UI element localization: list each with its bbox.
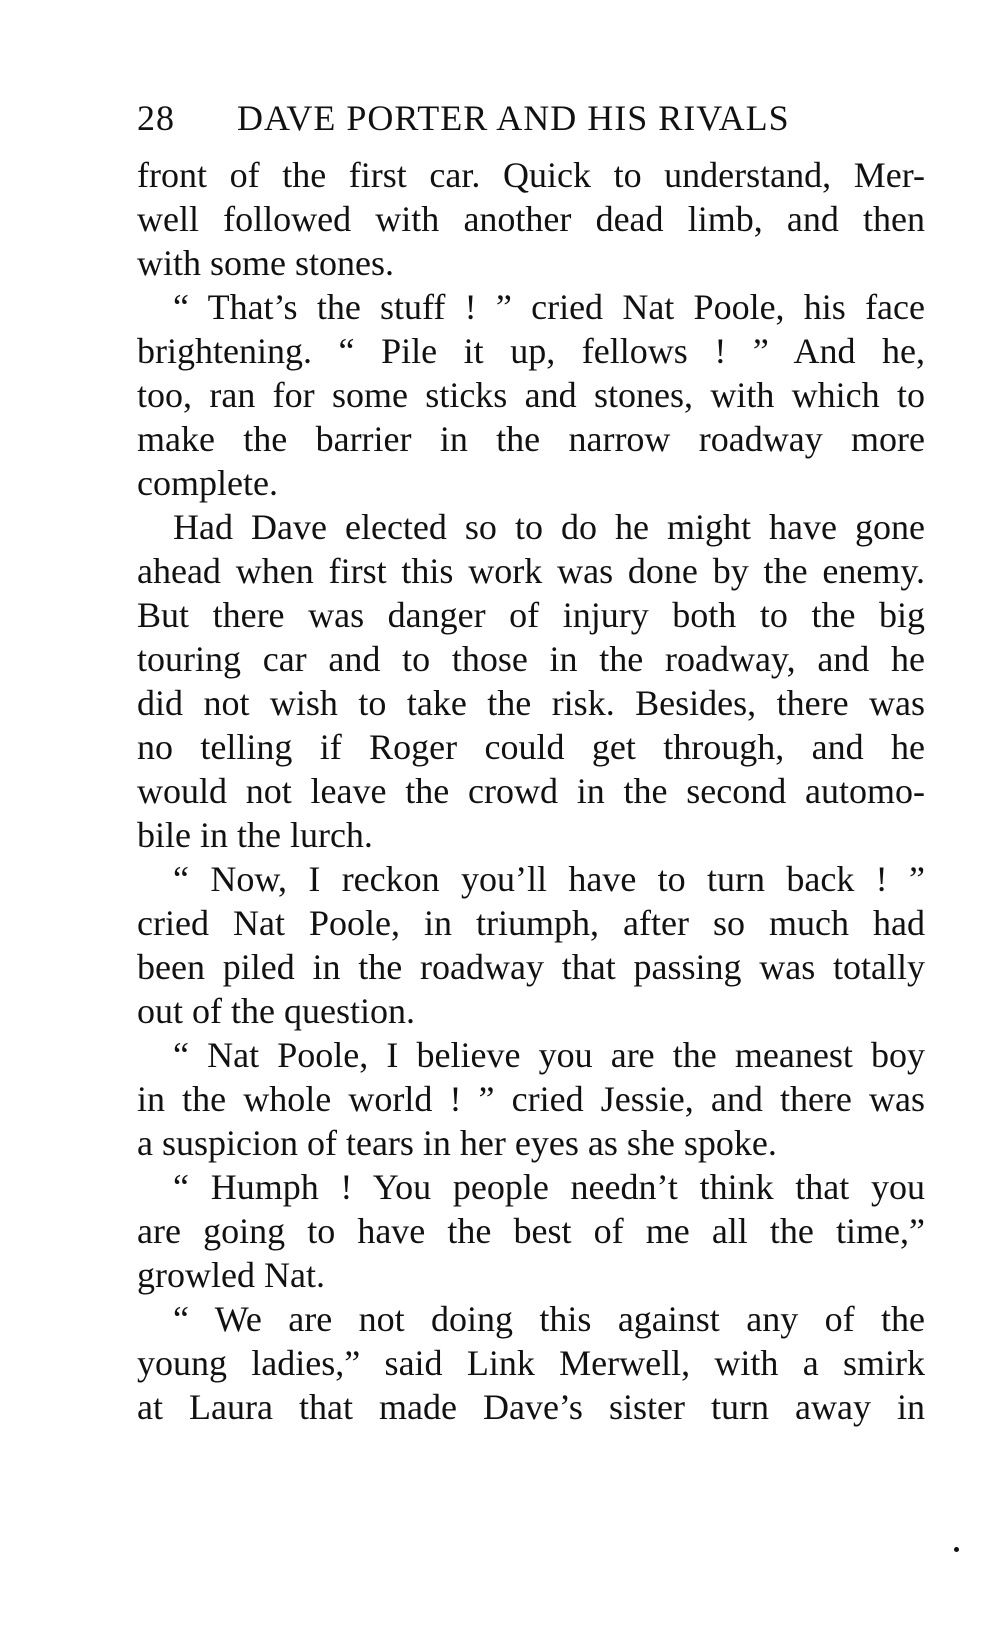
paragraph-start-line: “ Now, I reckon you’ll have to turn back ! ”	[173, 859, 925, 899]
paragraph-start-line: “ Nat Poole, I believe you are the meanest boy	[173, 1035, 925, 1075]
text-line: growled Nat.	[137, 1255, 325, 1295]
text-line: did not wish to take the risk. Besides, there was	[137, 683, 925, 723]
body-text	[137, 153, 925, 1429]
text-line: a suspicion of tears in her eyes as she spoke.	[137, 1123, 777, 1163]
text-line: front of the first car. Quick to understand, Mer-	[137, 155, 925, 195]
text-line: touring car and to those in the roadway, and he	[137, 639, 925, 679]
text-line: brightening. “ Pile it up, fellows ! ” And he,	[137, 331, 925, 371]
text-line: at Laura that made Dave’s sister turn away in	[137, 1387, 925, 1427]
text-line: too, ran for some sticks and stones, with which to	[137, 375, 925, 415]
paragraph-start-line: “ That’s the stuff ! ” cried Nat Poole, his face	[173, 287, 925, 327]
text-line: in the whole world ! ” cried Jessie, and there was	[137, 1079, 925, 1119]
ink-speck	[954, 1547, 959, 1552]
text-line: ahead when first this work was done by the enemy.	[137, 551, 925, 591]
text-line: bile in the lurch.	[137, 815, 373, 855]
running-title: DAVE PORTER AND HIS RIVALS	[237, 98, 790, 138]
text-line: out of the question.	[137, 991, 415, 1031]
text-line: no telling if Roger could get through, and he	[137, 727, 925, 767]
text-line: make the barrier in the narrow roadway more	[137, 419, 925, 459]
text-line: been piled in the roadway that passing was totally	[137, 947, 925, 987]
text-line: complete.	[137, 463, 278, 503]
text-line: cried Nat Poole, in triumph, after so much had	[137, 903, 925, 943]
text-line: would not leave the crowd in the second automo-	[137, 771, 925, 811]
page-header	[137, 96, 837, 140]
page-number: 28	[137, 98, 175, 138]
text-line: But there was danger of injury both to the big	[137, 595, 925, 635]
text-line: are going to have the best of me all the time,”	[137, 1211, 925, 1251]
paragraph-start-line: “ Humph ! You people needn’t think that you	[173, 1167, 925, 1207]
text-line: with some stones.	[137, 243, 394, 283]
paragraph-start-line: “ We are not doing this against any of the	[173, 1299, 925, 1339]
paragraph-start-line: Had Dave elected so to do he might have gone	[173, 507, 925, 547]
text-line: well followed with another dead limb, and then	[137, 199, 925, 239]
text-line: young ladies,” said Link Merwell, with a smirk	[137, 1343, 925, 1383]
